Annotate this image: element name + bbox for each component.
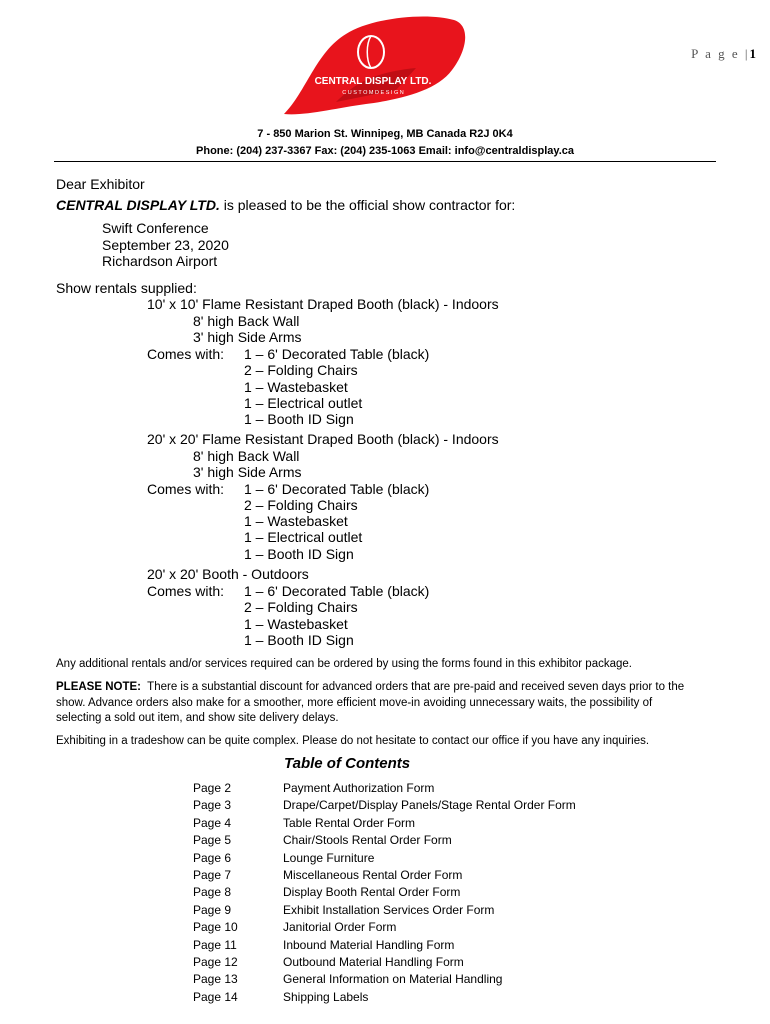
toc-entry: Outbound Material Handling Form: [283, 955, 464, 969]
booth-title: 10' x 10' Flame Resistant Draped Booth (black) - Indoors: [147, 296, 499, 312]
toc-page: Page 12: [193, 955, 238, 969]
toc-page: Page 4: [193, 816, 232, 830]
toc-page: Page 7: [193, 868, 232, 882]
toc-entry: Display Booth Rental Order Form: [283, 885, 461, 899]
booth-wall: 8' high Back Wall: [193, 313, 300, 329]
toc-entry: Lounge Furniture: [283, 851, 375, 865]
booth-item: 2 – Folding Chairs: [244, 599, 358, 615]
toc-entry: Inbound Material Handling Form: [283, 938, 455, 952]
address-line: 7 - 850 Marion St. Winnipeg, MB Canada R2J 0K4: [257, 128, 513, 140]
comes-with-label: Comes with:: [147, 481, 225, 497]
toc-title: Table of Contents: [284, 755, 411, 772]
additional-rentals-text: Any additional rentals and/or services required can be ordered by using the forms found in this exhibitor package.: [56, 658, 632, 670]
toc-entry: Shipping Labels: [283, 990, 369, 1004]
contact-inquiry-text: Exhibiting in a tradeshow can be quite complex. Please do not hesitate to contact our office if you have any inquiries.: [56, 735, 650, 747]
toc-page: Page 5: [193, 833, 232, 847]
booth-item: 1 – Booth ID Sign: [244, 632, 354, 648]
please-note-line: [56, 679, 684, 695]
greeting: Dear Exhibitor: [56, 176, 145, 192]
toc-page: Page 10: [193, 920, 238, 934]
page-label: P a g e |: [691, 46, 750, 61]
toc-page: Page 2: [193, 781, 232, 795]
event-location: Richardson Airport: [102, 253, 218, 269]
please-note-text: selecting a sold out item, and show site delivery delays.: [56, 712, 339, 724]
please-note-text: There is a substantial discount for advanced orders that are pre-paid and received seven days prior to the: [140, 681, 685, 693]
header-divider: [54, 161, 716, 162]
booth-title: 20' x 20' Flame Resistant Draped Booth (black) - Indoors: [147, 431, 499, 447]
booth-item: 1 – Wastebasket: [244, 379, 348, 395]
toc-page: Page 3: [193, 798, 232, 812]
toc-entry: Exhibit Installation Services Order Form: [283, 903, 495, 917]
booth-item: 2 – Folding Chairs: [244, 362, 358, 378]
booth-wall: 3' high Side Arms: [193, 329, 302, 345]
booth-item: 1 – Wastebasket: [244, 616, 348, 632]
company-name: CENTRAL DISPLAY LTD.: [56, 197, 220, 213]
logo-text: CENTRAL DISPLAY LTD.: [314, 76, 432, 87]
please-note-label: PLEASE NOTE:: [56, 681, 141, 693]
toc-page: Page 11: [193, 938, 237, 952]
page-number: 1: [749, 46, 756, 61]
booth-item: 1 – Wastebasket: [244, 513, 348, 529]
booth-item: 1 – 6' Decorated Table (black): [244, 481, 430, 497]
booth-item: 1 – Booth ID Sign: [244, 546, 354, 562]
please-note-text: show. Advance orders also make for a smoother, more efficient move-in avoiding unnecessary waits, the possibility of: [56, 697, 653, 709]
toc-entry: Drape/Carpet/Display Panels/Stage Rental Order Form: [283, 798, 576, 812]
central-display-logo: [276, 12, 472, 120]
booth-item: 1 – Electrical outlet: [244, 395, 363, 411]
rentals-heading: Show rentals supplied:: [56, 280, 197, 296]
toc-page: Page 14: [193, 990, 238, 1004]
intro-line: [56, 197, 515, 213]
booth-item: 2 – Folding Chairs: [244, 497, 358, 513]
event-date: September 23, 2020: [102, 237, 229, 253]
toc-page: Page 13: [193, 972, 238, 986]
comes-with-label: Comes with:: [147, 346, 225, 362]
toc-entry: Table Rental Order Form: [283, 816, 416, 830]
booth-item: 1 – Electrical outlet: [244, 529, 363, 545]
toc-entry: Miscellaneous Rental Order Form: [283, 868, 463, 882]
booth-item: 1 – Booth ID Sign: [244, 411, 354, 427]
contact-line: Phone: (204) 237-3367 Fax: (204) 235-1063 Email: info@centraldisplay.ca: [196, 145, 574, 157]
toc-page: Page 9: [193, 903, 232, 917]
event-name: Swift Conference: [102, 220, 209, 236]
toc-entry: Payment Authorization Form: [283, 781, 435, 795]
page-indicator: [691, 46, 756, 62]
comes-with-label: Comes with:: [147, 583, 225, 599]
toc-entry: Chair/Stools Rental Order Form: [283, 833, 452, 847]
booth-wall: 3' high Side Arms: [193, 464, 302, 480]
toc-entry: General Information on Material Handling: [283, 972, 503, 986]
toc-page: Page 6: [193, 851, 232, 865]
intro-text: is pleased to be the official show contractor for:: [219, 197, 516, 213]
toc-entry: Janitorial Order Form: [283, 920, 397, 934]
booth-wall: 8' high Back Wall: [193, 448, 300, 464]
logo-tagline: C U S T O M D E S I G N: [342, 90, 404, 96]
toc-page: Page 8: [193, 885, 232, 899]
booth-item: 1 – 6' Decorated Table (black): [244, 583, 430, 599]
booth-item: 1 – 6' Decorated Table (black): [244, 346, 430, 362]
booth-title: 20' x 20' Booth - Outdoors: [147, 566, 309, 582]
